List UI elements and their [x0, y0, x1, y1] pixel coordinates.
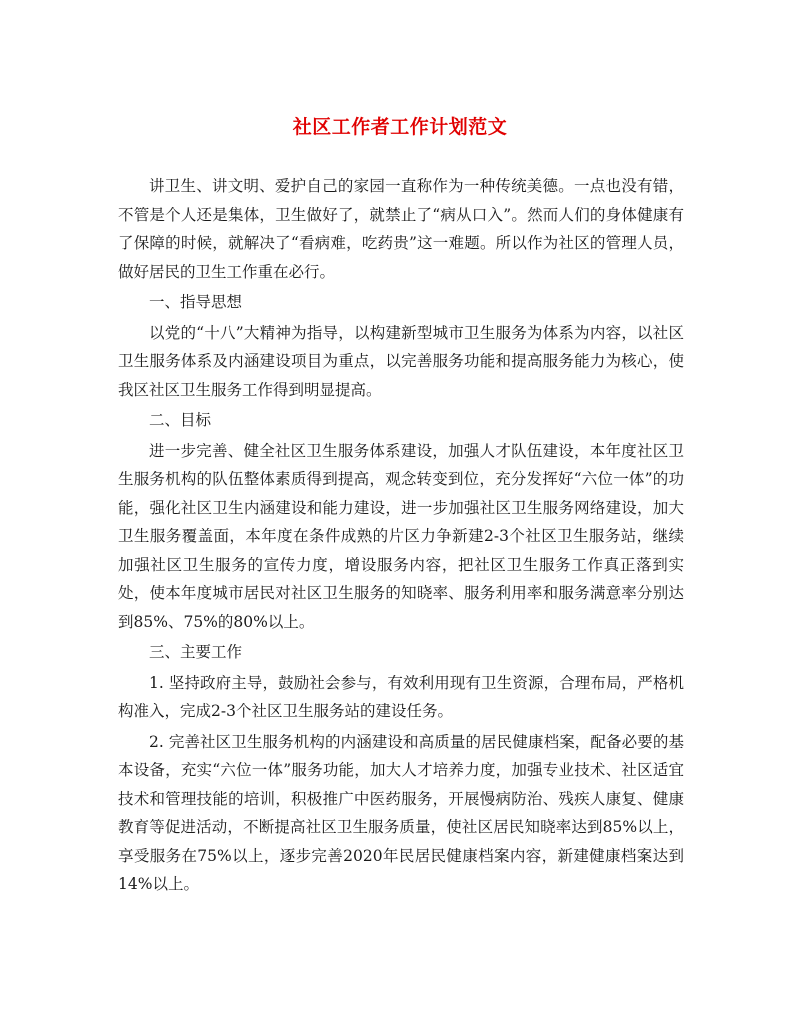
document-title: 社区工作者工作计划范文 [292, 116, 508, 138]
document-body [118, 172, 684, 901]
section-heading-guiding-ideology: 一、指导思想 [149, 293, 243, 311]
section-paragraph-guiding-ideology: 以党的“十八”大精神为指导，以构建新型城市卫生服务为体系为内容，以社区卫生服务体系及内涵建设项目为重点，以完善服务功能和提高服务能力为核心，使我区社区卫生服务工作得到明显提高。 [118, 323, 684, 399]
section-heading-main-work: 三、主要工作 [149, 643, 243, 661]
section-heading-goals: 二、目标 [149, 411, 212, 429]
work-item-2: 2. 完善社区卫生服务机构的内涵建设和高质量的居民健康档案，配备必要的基本设备，充实“六位一体”服务功能，加大人才培养力度，加强专业技术、社区适宜技术和管理技能的培训，积极推广中医药服务，开展慢病防治、残疾人康复、健康教育等促进活动，不断提高社区卫生服务质量，使社区居民知晓率达到85%以上，享受服务在75%以上，逐步完善2020年民居民健康档案内容，新建健康档案达到14%以上。 [118, 732, 684, 893]
intro-paragraph: 讲卫生、讲文明、爱护自己的家园一直称作为一种传统美德。一点也没有错，不管是个人还是集体，卫生做好了，就禁止了“病从口入”。然而人们的身体健康有了保障的时候，就解决了“看病难，吃药贵”这一难题。所以作为社区的管理人员，做好居民的卫生工作重在必行。 [118, 177, 684, 281]
work-item-1: 1. 坚持政府主导，鼓励社会参与，有效利用现有卫生资源，合理布局，严格机构准入，完成2-3个社区卫生服务站的建设任务。 [118, 673, 684, 720]
section-paragraph-goals: 进一步完善、健全社区卫生服务体系建设，加强人才队伍建设，本年度社区卫生服务机构的队伍整体素质得到提高，观念转变到位，充分发挥好“六位一体”的功能，强化社区卫生内涵建设和能力建设，进一步加强社区卫生服务网络建设，加大卫生服务覆盖面，本年度在条件成熟的片区力争新建2-3个社区卫生服务站，继续加强社区卫生服务的宣传力度，增设服务内容，把社区卫生服务工作真正落到实处，使本年度城市居民对社区卫生服务的知晓率、服务利用率和服务满意率分别达到85%、75%的80%以上。 [118, 441, 684, 631]
